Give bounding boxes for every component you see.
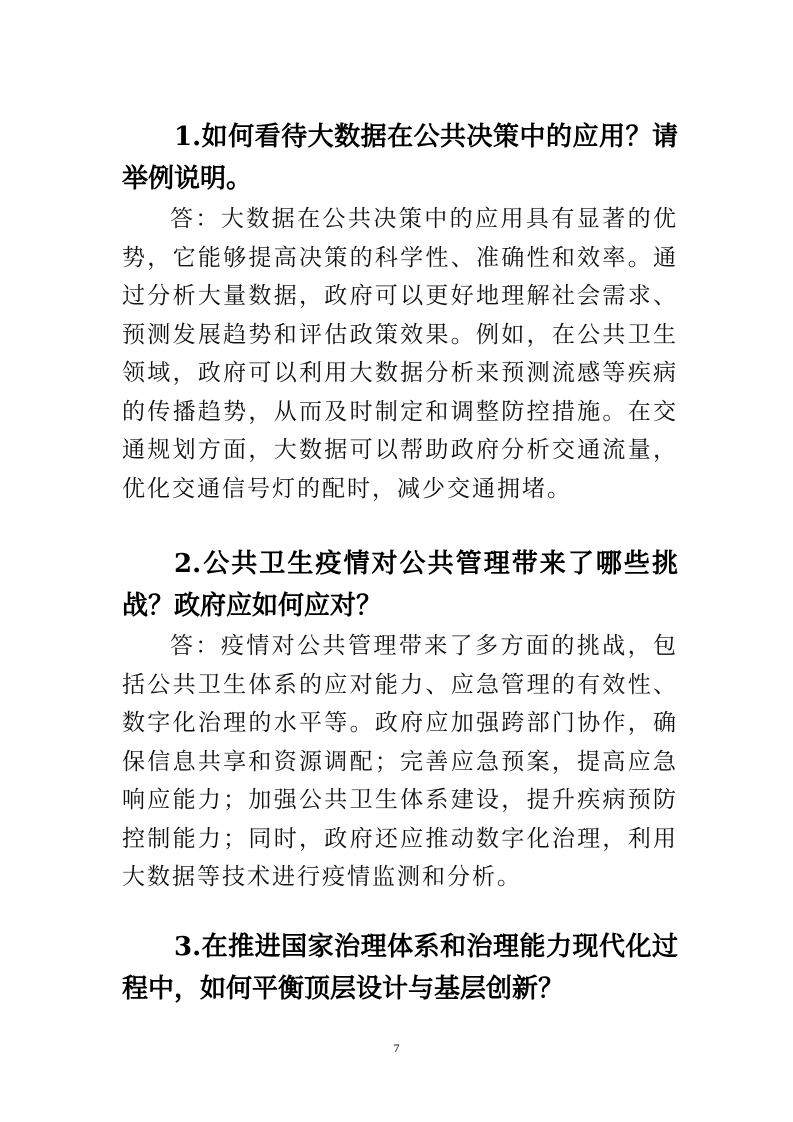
answer-1-paragraph: 答：大数据在公共决策中的应用具有显著的优势，它能够提高决策的科学性、准确性和效率。通过分析大量数据，政府可以更好地理解社会需求、预测发展趋势和评估政策效果。例如，在公共卫生领域，政府可以利用大数据分析来预测流感等疾病的传播趋势，从而及时制定和调整防控措施。在交通规划方面，大数据可以帮助政府分析交通流量，优化交通信号灯的配时，减少交通拥堵。 bbox=[122, 206, 678, 502]
question-1-heading: 1.如何看待大数据在公共决策中的应用？请举例说明。 bbox=[122, 122, 678, 194]
question-2-heading: 2.公共卫生疫情对公共管理带来了哪些挑战？政府应如何应对？ bbox=[122, 549, 678, 621]
answer-2-paragraph: 答：疫情对公共管理带来了多方面的挑战，包括公共卫生体系的应对能力、应急管理的有效性、数字化治理的水平等。政府应加强跨部门协作，确保信息共享和资源调配；完善应急预案，提高应急响应能力；加强公共卫生体系建设，提升疾病预防控制能力；同时，政府还应推动数字化治理，利用大数据等技术进行疫情监测和分析。 bbox=[122, 633, 678, 890]
question-3-heading: 3.在推进国家治理体系和治理能力现代化过程中，如何平衡顶层设计与基层创新？ bbox=[122, 932, 678, 1004]
page-number: 7 bbox=[393, 1041, 400, 1055]
